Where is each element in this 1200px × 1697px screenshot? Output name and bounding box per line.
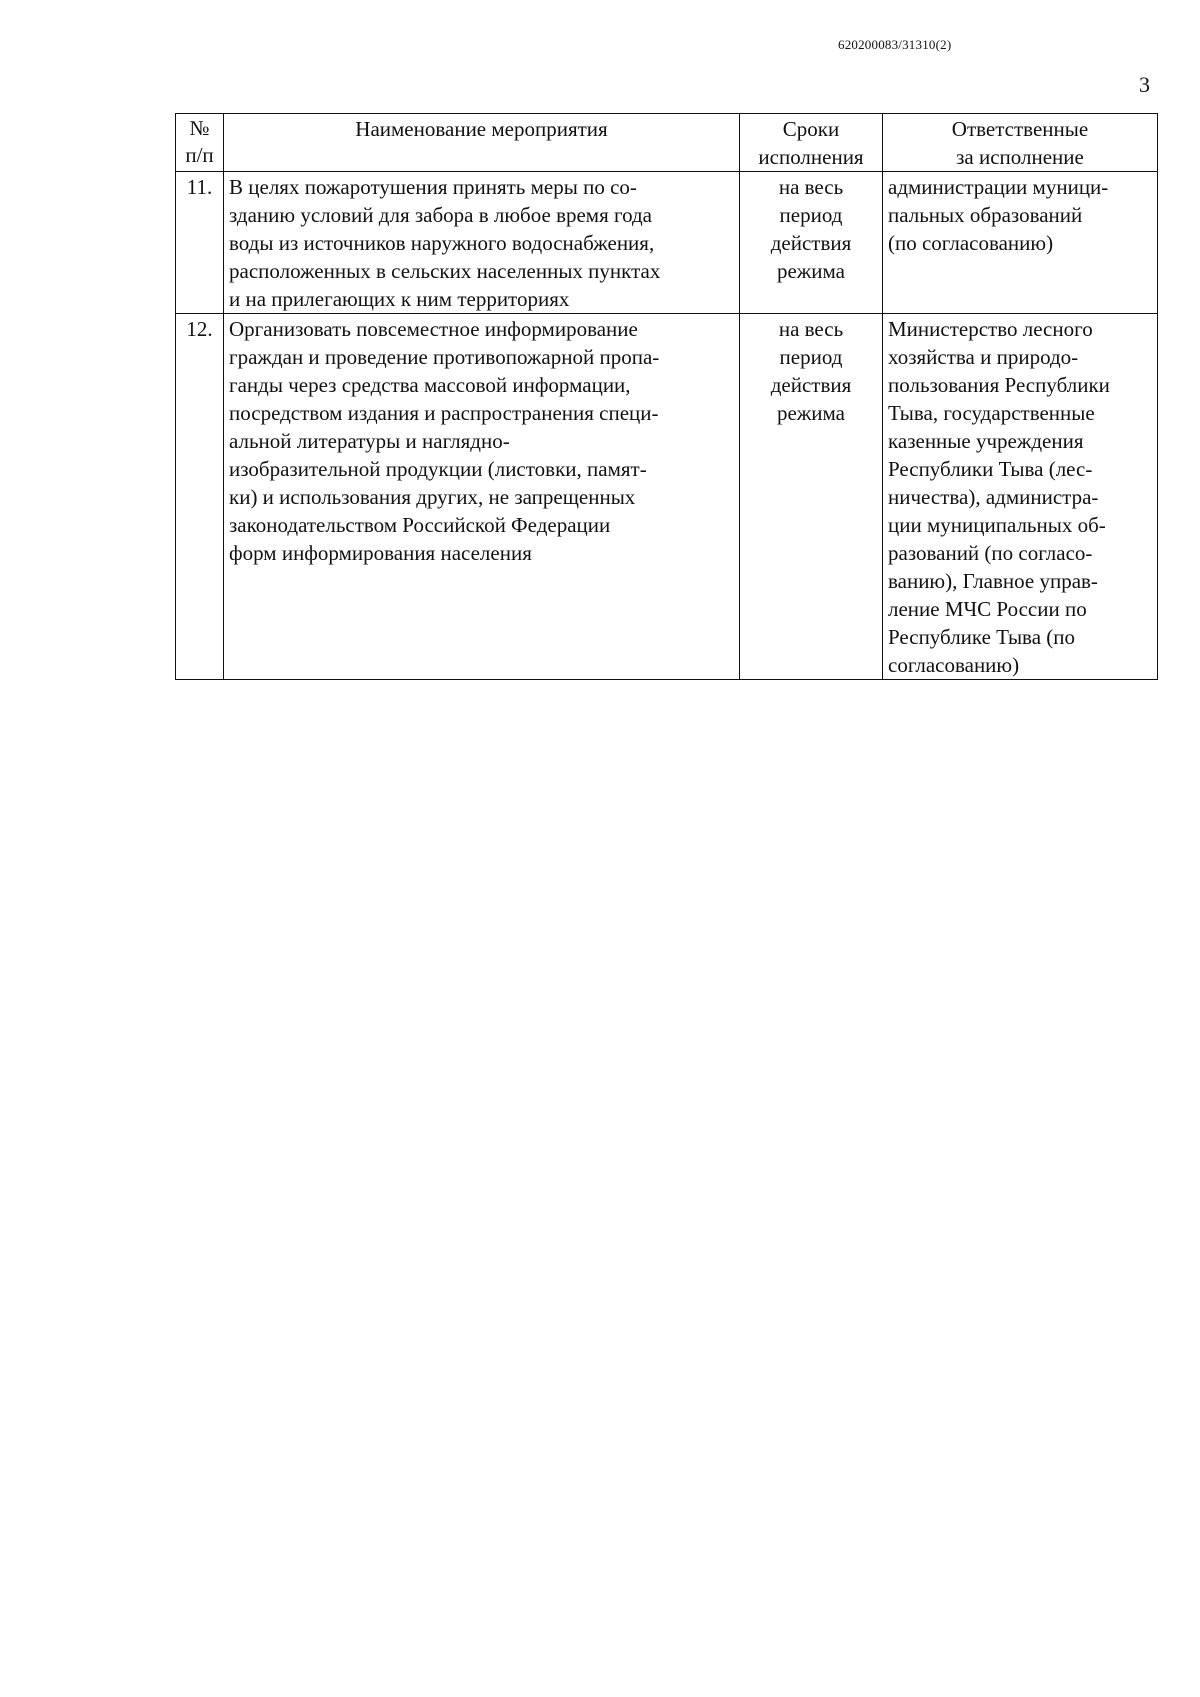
responsible-line: Тыва, государственные: [888, 401, 1095, 425]
row-responsible: [883, 314, 1158, 680]
responsible-line: Республике Тыва (по: [888, 625, 1075, 649]
measure-line: форм информирования населения: [229, 541, 532, 565]
responsible-line: согласованию): [888, 653, 1020, 677]
responsible-line: ление МЧС России по: [888, 597, 1087, 621]
responsible-line: казенные учреждения: [888, 429, 1084, 453]
measure-line: воды из источников наружного водоснабжения,: [229, 231, 655, 255]
header-number: [176, 114, 224, 172]
header-number-line: п/п: [185, 143, 214, 167]
measure-line: расположенных в сельских населенных пунктах: [229, 259, 661, 283]
row-measure-name: [224, 172, 740, 314]
responsible-line: ции муниципальных об-: [888, 513, 1106, 537]
responsible-line: пользования Республики: [888, 373, 1110, 397]
measure-line: ганды через средства массовой информации,: [229, 373, 631, 397]
header-name-line: Наименование мероприятия: [355, 117, 608, 141]
measures-table: [175, 113, 1158, 680]
header-responsible-line: Ответственные: [951, 117, 1089, 141]
responsible-line: (по согласованию): [888, 231, 1054, 255]
page-number: 3: [1139, 72, 1150, 97]
responsible-line: пальных образований: [888, 203, 1083, 227]
responsible-line: хозяйства и природо-: [888, 345, 1079, 369]
header-responsible: [883, 114, 1158, 172]
measure-line: ки) и использования других, не запрещенных: [229, 485, 636, 509]
responsible-line: ванию), Главное управ-: [888, 569, 1098, 593]
row-measure-name: [224, 314, 740, 680]
header-responsible-line: за исполнение: [956, 145, 1084, 169]
header-row: [176, 114, 1158, 172]
header-term-line: исполнения: [758, 145, 864, 169]
measure-line: посредством издания и распространения специ-: [229, 401, 659, 425]
responsible-line: разований (по согласо-: [888, 541, 1093, 565]
table-body: [176, 172, 1158, 680]
term-line: на весь: [778, 175, 844, 199]
document-code: 620200083/31310(2): [838, 37, 952, 52]
term-line: режима: [776, 401, 846, 425]
header-name: [224, 114, 740, 172]
term-line: период: [779, 345, 843, 369]
responsible-line: администрации муници-: [888, 175, 1109, 199]
responsible-line: Республики Тыва (лес-: [888, 457, 1093, 481]
term-line: режима: [776, 259, 846, 283]
row-term: [740, 314, 883, 680]
measure-line: и на прилегающих к ним территориях: [229, 287, 570, 311]
row-responsible: [883, 172, 1158, 314]
responsible-line: ничества), администра-: [888, 485, 1099, 509]
table-row: [176, 172, 1158, 314]
header-term-line: Сроки: [782, 117, 840, 141]
row-number: 12.: [176, 314, 224, 680]
measure-line: Организовать повсеместное информирование: [229, 317, 638, 341]
term-line: период: [779, 203, 843, 227]
header-number-line: №: [189, 116, 210, 140]
measure-line: альной литературы и наглядно-: [229, 429, 510, 453]
term-line: действия: [770, 373, 852, 397]
measure-line: законодательством Российской Федерации: [229, 513, 611, 537]
header-term: [740, 114, 883, 172]
responsible-line: Министерство лесного: [888, 317, 1093, 341]
measure-line: В целях пожаротушения принять меры по со-: [229, 175, 637, 199]
term-line: действия: [770, 231, 852, 255]
measure-line: граждан и проведение противопожарной пропа-: [229, 345, 660, 369]
row-term: [740, 172, 883, 314]
row-number: 11.: [176, 172, 224, 314]
term-line: на весь: [778, 317, 844, 341]
table-row: [176, 314, 1158, 680]
measure-line: изобразительной продукции (листовки, памят-: [229, 457, 647, 481]
measure-line: зданию условий для забора в любое время года: [229, 203, 652, 227]
table-header: [176, 114, 1158, 172]
